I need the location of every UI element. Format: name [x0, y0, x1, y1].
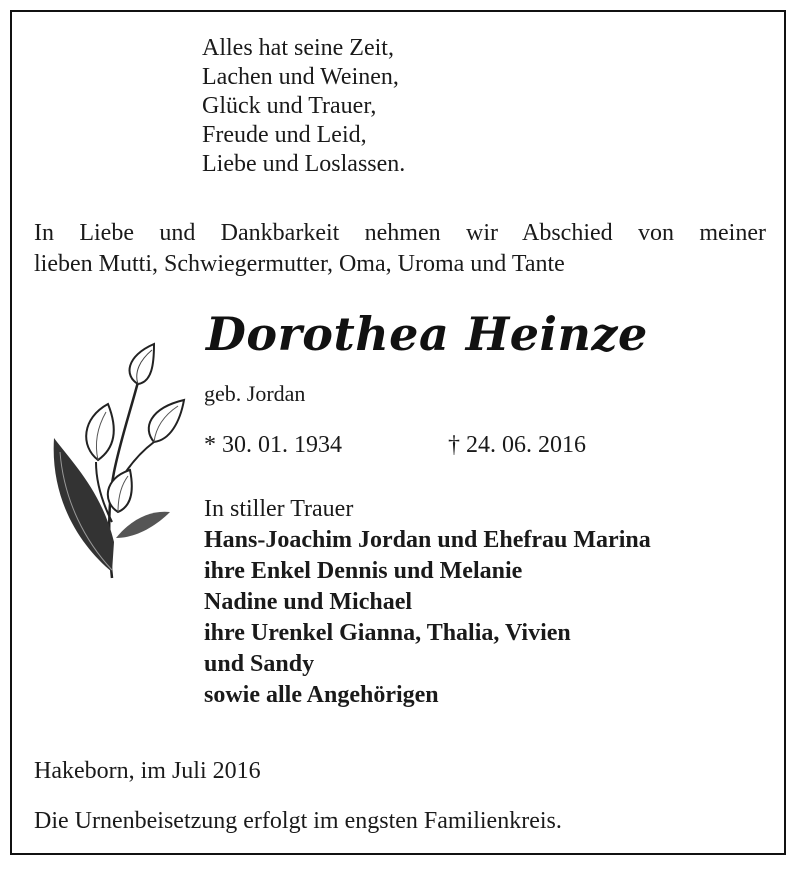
poem-line: Freude und Leid,	[202, 122, 367, 148]
mourner-line: und Sandy	[204, 651, 315, 677]
poem-line: Lachen und Weinen,	[202, 64, 399, 90]
death-date: † 24. 06. 2016	[448, 432, 586, 458]
place-date: Hakeborn, im Juli 2016	[34, 758, 261, 784]
birth-date: * 30. 01. 1934	[204, 432, 342, 458]
intro-line: In Liebe und Dankbarkeit nehmen wir Abschied von meiner	[34, 220, 766, 246]
intro-line: lieben Mutti, Schwiegermutter, Oma, Uroma und Tante	[34, 251, 565, 277]
mourners-block	[204, 494, 651, 711]
calla-lily-icon	[42, 342, 192, 582]
deceased-name: Dorothea Heinze	[206, 307, 648, 361]
intro-text	[34, 218, 766, 280]
mourner-line: ihre Urenkel Gianna, Thalia, Vivien	[204, 620, 571, 646]
obituary-frame	[10, 10, 786, 855]
poem	[202, 34, 405, 179]
poem-line: Liebe und Loslassen.	[202, 151, 406, 177]
poem-line: Alles hat seine Zeit,	[202, 35, 394, 61]
mourners-heading: In stiller Trauer	[204, 496, 354, 522]
mourner-line: Nadine und Michael	[204, 589, 413, 615]
maiden-name: geb. Jordan	[204, 381, 306, 406]
mourner-line: Hans-Joachim Jordan und Ehefrau Marina	[204, 527, 651, 553]
mourner-line: ihre Enkel Dennis und Melanie	[204, 558, 523, 584]
mourner-line: sowie alle Angehörigen	[204, 682, 439, 708]
poem-line: Glück und Trauer,	[202, 93, 377, 119]
burial-note: Die Urnenbeisetzung erfolgt im engsten Familienkreis.	[34, 808, 562, 834]
